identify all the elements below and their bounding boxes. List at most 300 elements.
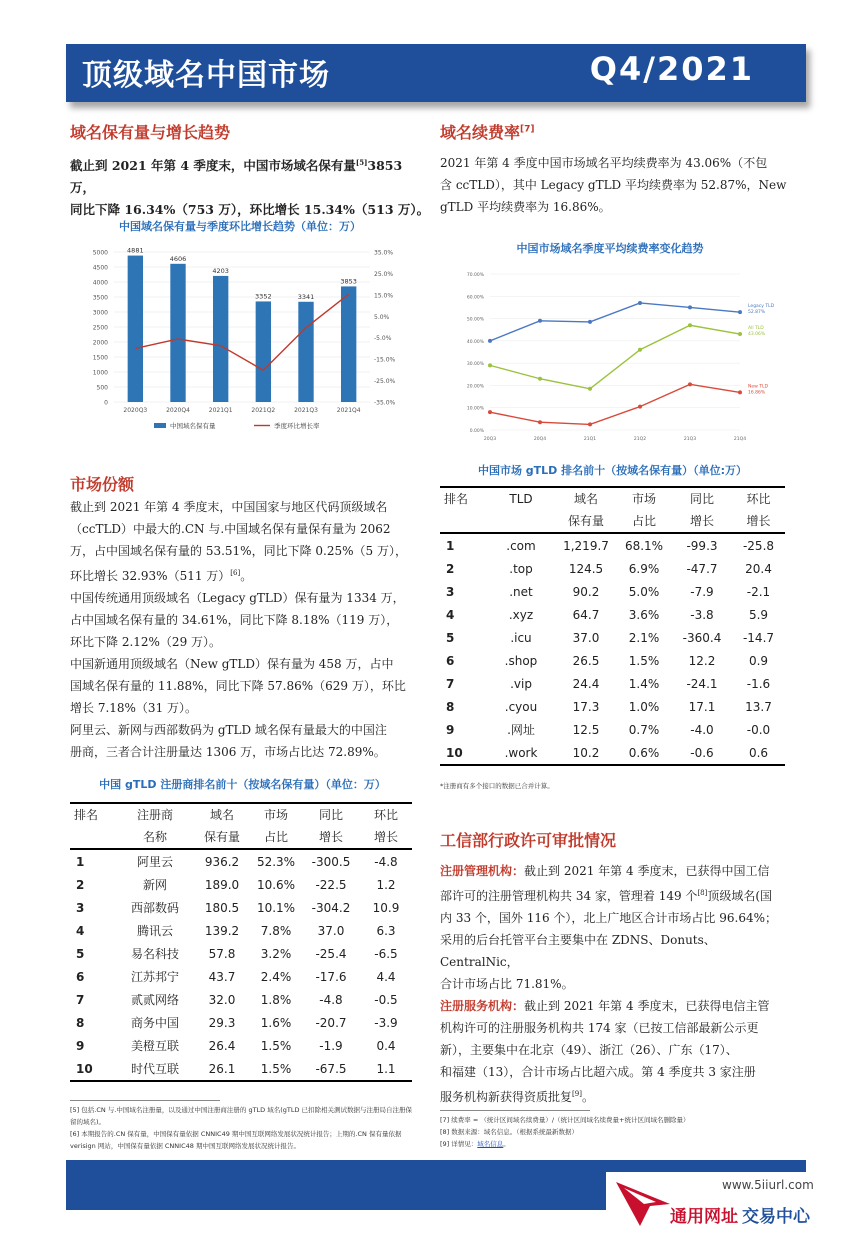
tld-table-cell: -4.0	[690, 722, 714, 737]
registrar-table-cell: 7	[76, 992, 85, 1007]
tld-table-cell: 5.9	[748, 607, 769, 622]
tld-col-tld-label: TLD	[509, 492, 533, 506]
y-tick-label: 5000	[92, 249, 108, 257]
series-point	[688, 323, 692, 327]
ms-p4-line2: 册商，三者合计注册量达 1306 万，市场占比达 72.89%。	[70, 745, 386, 759]
tld-table-row	[440, 695, 785, 718]
y-tick-label: 10.00%	[466, 406, 484, 412]
tld-col-share-label-1: 市场	[631, 492, 656, 506]
holdings-chart-title: 中国域名保有量与季度环比增长趋势（单位：万）	[119, 220, 361, 233]
registrar-table-cell: 26.1	[194, 1057, 250, 1081]
series-point	[538, 420, 542, 424]
registrar-table-cell: 4	[76, 923, 85, 938]
tld-table-row	[440, 603, 785, 626]
ms-p1-end: 。	[240, 569, 253, 583]
registrar-table-cell: -17.6	[315, 969, 347, 984]
tld-col-holdings	[556, 487, 616, 533]
tld-table-cell: 0.6	[732, 741, 785, 765]
tld-table-cell: 5	[446, 630, 455, 645]
tld-table-cell: 0.7%	[628, 722, 660, 737]
registrar-table-cell: -20.7	[315, 1015, 347, 1030]
series-point	[588, 387, 592, 391]
header-banner	[66, 44, 806, 102]
renewal-chart	[440, 262, 785, 452]
tld-table-cell: .icu	[510, 630, 532, 645]
series-point	[488, 339, 492, 343]
miit-p1-line5: 合计市场占比 71.81%。	[440, 977, 574, 991]
tld-col-holdings-label-1: 域名	[573, 492, 598, 506]
registrar-table-cell: 2.4%	[260, 969, 292, 984]
registrar-table-cell: 1.5%	[260, 1038, 292, 1053]
tld-table-cell: 90.2	[572, 584, 600, 599]
col-holdings-label-2: 保有量	[203, 830, 240, 844]
miit-p1-label: 注册管理机构：	[440, 864, 525, 878]
series-point	[738, 332, 742, 336]
tld-table-row	[440, 580, 785, 603]
y-tick-label: 70.00%	[466, 273, 484, 278]
registrar-table-cell: -3.9	[374, 1015, 398, 1030]
registrar-table-cell: 江苏邦宁	[130, 970, 179, 984]
holdings-summary	[70, 152, 430, 221]
registrar-table-row	[70, 1057, 412, 1081]
registrar-table-row	[70, 849, 412, 873]
miit-p2-line5	[440, 1083, 790, 1108]
miit-text	[440, 860, 790, 1108]
y-tick-label: 4000	[92, 279, 108, 287]
bar	[213, 276, 228, 402]
tld-table-cell: 1.0%	[628, 699, 660, 714]
y2-tick-label: -5.0%	[374, 335, 392, 343]
tld-table-cell: 7	[446, 676, 455, 691]
miit-p2-line5-text: 服务机构新获得资质批复	[440, 1090, 573, 1104]
tld-table-row	[440, 649, 785, 672]
series-point	[638, 405, 642, 409]
registrar-table-cell: 10.9	[372, 900, 400, 915]
series-point	[588, 422, 592, 426]
tld-table-cell: .work	[486, 741, 556, 765]
holdings-summary-line1b: 3853 万，	[70, 158, 403, 196]
registrar-table-cell: 1.8%	[260, 992, 292, 1007]
miit-p1-line2	[440, 882, 790, 907]
series-point	[638, 348, 642, 352]
tld-table-cell: .vip	[510, 676, 532, 691]
notes-left	[70, 1104, 415, 1152]
registrar-table-cell: 6.3	[376, 923, 396, 938]
legend-bar-label: 中国域名保有量	[170, 422, 216, 430]
tld-table-cell: -25.8	[742, 538, 775, 553]
x-tick-label: 21Q2	[633, 437, 647, 442]
miit-p1-line1	[440, 860, 790, 882]
registrar-table-cell: -25.4	[315, 946, 347, 961]
tld-table-cell: -7.9	[690, 584, 714, 599]
y-tick-label: 0.00%	[469, 429, 484, 434]
series-end-label-all: All TLD	[748, 326, 764, 332]
tld-table-cell: 8	[446, 699, 455, 714]
bar-value-label: 3853	[340, 277, 357, 286]
tld-table-cell: -47.7	[686, 561, 718, 576]
registrar-table-cell: 1.6%	[260, 1015, 292, 1030]
registrar-table-cell: 6	[76, 969, 85, 984]
y2-tick-label: 5.0%	[374, 313, 390, 321]
tld-table-cell: 10.2	[556, 741, 616, 765]
registrar-table-cell: 贰贰网络	[130, 993, 179, 1007]
section-title-market-share: 市场份额	[70, 475, 135, 494]
registrar-table-cell: 易名科技	[130, 947, 179, 961]
tld-table-cell: 26.5	[572, 653, 600, 668]
series-point	[688, 382, 692, 386]
tld-table-cell: .com	[506, 538, 536, 553]
footnote-ref-6: [6]	[230, 569, 241, 577]
registrar-table-cell: -304.2	[311, 900, 351, 915]
x-tick-label: 2021Q4	[336, 407, 361, 414]
renewal-text	[440, 152, 790, 218]
col-qoq-label-2: 增长	[373, 830, 398, 844]
tld-table-cell: -99.3	[686, 538, 718, 553]
renewal-chart-title: 中国市场域名季度平均续费率变化趋势	[516, 242, 704, 255]
registrar-table-cell: 1.1	[360, 1057, 412, 1081]
series-point	[738, 310, 742, 314]
tld-table-cell: 2	[446, 561, 455, 576]
tld-table-cell: 6.9%	[628, 561, 660, 576]
series-end-value-new: 16.86%	[748, 390, 766, 396]
y-tick-label: 500	[96, 384, 108, 392]
tld-table-cell: -1.6	[746, 676, 771, 691]
registrar-table-cell: 5	[76, 946, 85, 961]
tld-table-cell: 17.1	[688, 699, 716, 714]
tld-table-row	[440, 533, 785, 557]
y2-tick-label: 35.0%	[374, 249, 394, 257]
col-share-label-1: 市场	[263, 808, 288, 822]
registrar-table-cell: 4.4	[376, 969, 396, 984]
registrar-table-cell: 2	[76, 877, 85, 892]
registrar-table-cell: 西部数码	[130, 901, 179, 915]
tld-col-qoq-label-1: 环比	[746, 492, 771, 506]
series-end-label-new: New TLD	[748, 384, 768, 390]
bar	[298, 302, 313, 402]
notes-separator-right	[440, 1110, 590, 1111]
miit-p1-line1-text: 截止到 2021 年第 4 季度末，已获得中国工信	[524, 864, 770, 878]
tld-table-cell: 3	[446, 584, 455, 599]
miit-p2-line1	[440, 995, 790, 1017]
tld-table-cell: .cyou	[504, 699, 538, 714]
ms-p1-line3: 万，占中国域名保有量的 53.51%，同比下降 0.25%（5 万），	[70, 544, 407, 558]
series-end-value-legacy: 52.87%	[748, 310, 766, 316]
bar	[256, 301, 271, 402]
registrar-table-row	[70, 873, 412, 896]
y2-tick-label: 25.0%	[374, 270, 394, 278]
note-9-end: 。	[503, 1140, 510, 1148]
registrar-table-cell: -300.5	[311, 854, 351, 869]
tld-col-holdings-label-2: 保有量	[567, 514, 604, 528]
y-tick-label: 1000	[92, 369, 108, 377]
holdings-summary-line1: 截止到 2021 年第 4 季度末，中国市场域名保有量	[70, 158, 356, 174]
tld-table-cell: .net	[509, 584, 533, 599]
x-tick-label: 2021Q1	[208, 407, 233, 414]
tld-table-cell: 124.5	[568, 561, 604, 576]
tld-table-footnote: *注册商有多个接口的数据已合并计算。	[440, 782, 554, 790]
y-tick-label: 30.00%	[466, 362, 484, 368]
renewal-title-text: 域名续费率	[440, 123, 521, 142]
footnote-ref-7: [7]	[520, 124, 535, 135]
miit-p2-line4: 和福建（13），合计市场占比超六成。第 4 季度共 3 家注册	[440, 1065, 756, 1079]
registrar-table-cell: 0.4	[376, 1038, 396, 1053]
section-title-miit: 工信部行政许可审批情况	[440, 831, 617, 850]
tld-table-cell: 1	[446, 538, 455, 553]
tld-col-tld	[486, 487, 556, 533]
tld-table-cell: 1.5%	[628, 653, 660, 668]
tld-table-title: 中国市场 gTLD 排名前十（按域名保有量）（单位:万）	[477, 464, 748, 477]
tld-table-row	[440, 718, 785, 741]
tld-col-qoq	[732, 487, 785, 533]
tld-table-cell: -3.8	[690, 607, 714, 622]
registrar-table-title: 中国 gTLD 注册商排名前十（按域名保有量）（单位：万）	[99, 778, 386, 791]
tld-table-cell: -24.1	[686, 676, 718, 691]
tld-col-share	[616, 487, 672, 533]
tld-table-cell: 1,219.7	[563, 538, 609, 553]
col-yoy-label-2: 增长	[318, 830, 343, 844]
registrar-table-cell: 57.8	[208, 946, 236, 961]
x-tick-label: 2021Q2	[251, 407, 276, 414]
series-point	[738, 390, 742, 394]
registrar-table-cell: 3	[76, 900, 85, 915]
tld-table-cell: -2.1	[746, 584, 771, 599]
series-line	[490, 303, 740, 341]
registrar-table-cell: -22.5	[315, 877, 347, 892]
tld-table-cell: 1.4%	[628, 676, 660, 691]
registrar-table-cell: 10.6%	[256, 877, 296, 892]
series-end-label-legacy: Legacy TLD	[748, 304, 775, 310]
col-yoy-label-1: 同比	[318, 808, 343, 822]
registrar-table-cell: 时代互联	[116, 1057, 194, 1081]
registrar-table-cell: -0.5	[374, 992, 398, 1007]
miit-p1-line4: 采用的后台托管平台主要集中在 ZDNS、Donuts、CentralNic，	[440, 933, 716, 969]
section-title-renewal	[440, 120, 535, 143]
col-share-label-2: 占比	[263, 830, 288, 844]
y2-tick-label: -35.0%	[374, 399, 396, 407]
registrar-table-cell: -4.8	[374, 854, 398, 869]
domain-info-link[interactable]: 域名信息	[477, 1140, 504, 1148]
note-7: [7] 续费率 = （统计区间域名续费量）/（统计区间域名续费量+统计区间域名删除量）	[440, 1116, 690, 1124]
registrar-table-row	[70, 1011, 412, 1034]
registrar-table-cell: 29.3	[208, 1015, 236, 1030]
series-point	[588, 320, 592, 324]
registrar-table-cell: 139.2	[204, 923, 240, 938]
col-registrar	[116, 803, 194, 849]
tld-table-cell: 2.1%	[628, 630, 660, 645]
registrar-table-cell: 商务中国	[130, 1016, 179, 1030]
tld-col-rank	[440, 487, 486, 533]
y-tick-label: 50.00%	[466, 317, 484, 323]
registrar-table-cell: 936.2	[204, 854, 240, 869]
note-9	[440, 1138, 785, 1150]
registrar-table-cell: -67.5	[302, 1057, 360, 1081]
notes-separator-left	[70, 1100, 220, 1101]
tld-table-cell: 13.7	[745, 699, 772, 714]
registrar-table-cell: 1	[76, 854, 85, 869]
bar-value-label: 4606	[169, 254, 187, 263]
miit-p1-line3: 内 33 个，国外 116 个），北上广地区合计市场占比 96.64%；	[440, 911, 778, 925]
tld-table-cell: 64.7	[572, 607, 600, 622]
x-tick-label: 21Q1	[583, 437, 597, 442]
registrar-table-cell: 180.5	[204, 900, 240, 915]
tld-table-cell: 68.1%	[624, 538, 664, 553]
col-qoq	[360, 803, 412, 849]
tld-table-cell: 0.6%	[616, 741, 672, 765]
registrar-table-row	[70, 988, 412, 1011]
ms-p3-line2: 国域名保有量的 11.88%，同比下降 57.86%（629 万），环比	[70, 679, 406, 693]
ms-p2-line2: 占中国域名保有量的 34.61%，同比下降 8.18%（119 万），	[70, 613, 399, 627]
legend-bar-swatch	[154, 423, 166, 428]
registrar-table-cell: -4.8	[319, 992, 343, 1007]
registrar-table-row	[70, 896, 412, 919]
y-tick-label: 20.00%	[466, 384, 484, 390]
x-tick-label: 2020Q3	[123, 407, 148, 414]
renewal-text-line1: 2021 年第 4 季度中国市场域名平均续费率为 43.06%（不包	[440, 156, 768, 170]
ms-p1-line2: （ccTLD）中最大的.CN 与.中国域名保有量保有量为 2062	[70, 522, 391, 536]
holdings-summary-line2: 同比下降 16.34%（753 万），环比增长 15.34%（513 万）。	[70, 202, 430, 218]
y-tick-label: 4500	[92, 264, 108, 272]
miit-p2-line2: 机构许可的注册服务机构共 174 家（已按工信部最新公示更	[440, 1021, 759, 1035]
y2-tick-label: -25.0%	[374, 378, 396, 386]
tld-table-cell: 5.0%	[628, 584, 660, 599]
series-point	[538, 377, 542, 381]
miit-p1-line2b: 顶级域名(国	[707, 889, 773, 903]
col-share	[250, 803, 302, 849]
footer-brand-a: 通用网址	[670, 1207, 738, 1227]
tld-table-cell: 17.3	[572, 699, 600, 714]
series-line	[490, 325, 740, 389]
x-tick-label: 21Q3	[683, 437, 697, 442]
growth-rate-line	[135, 294, 348, 370]
tld-table-header-row	[440, 487, 785, 533]
tld-table-cell: 10	[440, 741, 486, 765]
col-qoq-label-1: 环比	[373, 808, 398, 822]
y-tick-label: 3000	[92, 309, 108, 317]
ms-p2-line1: 中国传统通用顶级域名（Legacy gTLD）保有量为 1334 万，	[70, 591, 405, 605]
miit-p2-label: 注册服务机构：	[440, 999, 525, 1013]
tld-table-cell: .网址	[507, 723, 535, 737]
tld-col-rank-label: 排名	[444, 492, 469, 506]
x-tick-label: 2020Q4	[166, 407, 190, 414]
y-tick-label: 40.00%	[466, 339, 484, 345]
series-point	[488, 363, 492, 367]
registrar-table-cell: 1.2	[376, 877, 396, 892]
col-holdings	[194, 803, 250, 849]
miit-p2-line1-text: 截止到 2021 年第 4 季度末，已获得电信主管	[524, 999, 770, 1013]
col-registrar-label-1: 注册商	[136, 808, 173, 822]
note-5: [5] 包括.CN 与.中国域名注册量，以及通过中国注册商注册的 gTLD 域名(gTLD 已扣除相关测试数据与注册局自注册保留的域名)。	[70, 1106, 413, 1126]
tld-col-yoy	[672, 487, 732, 533]
registrar-table-cell: 美橙互联	[130, 1039, 179, 1053]
bar-value-label: 4881	[127, 246, 144, 255]
x-tick-label: 21Q4	[733, 437, 747, 442]
footer-brand	[670, 1202, 810, 1227]
tld-table-cell: -14.7	[742, 630, 775, 645]
tld-table-cell: 6	[446, 653, 455, 668]
footnote-ref-8: [8]	[697, 889, 708, 897]
note-9-prefix: [9] 详情见：	[440, 1140, 478, 1148]
registrar-table-cell: 189.0	[204, 877, 240, 892]
registrar-table-cell: 37.0	[317, 923, 345, 938]
tld-table-cell: -360.4	[682, 630, 722, 645]
y-tick-label: 2000	[92, 339, 108, 347]
registrar-table-cell: -1.9	[319, 1038, 343, 1053]
registrar-table-row	[70, 965, 412, 988]
registrar-table-cell: 32.0	[208, 992, 236, 1007]
registrar-table	[70, 802, 412, 1082]
ms-p3-line3: 增长 7.18%（31 万）。	[70, 701, 198, 715]
holdings-chart	[70, 240, 415, 440]
registrar-table-cell: 52.3%	[256, 854, 296, 869]
page-title: 顶级域名中国市场	[82, 58, 330, 93]
ms-p4-line1: 阿里云、新网与西部数码为 gTLD 域名保有量最大的中国注	[70, 723, 387, 737]
series-point	[688, 305, 692, 309]
series-point	[538, 319, 542, 323]
y2-tick-label: 15.0%	[374, 292, 394, 300]
registrar-table-cell: 7.8%	[260, 923, 292, 938]
tld-col-yoy-label-2: 增长	[689, 514, 714, 528]
tld-table-row	[440, 672, 785, 695]
tld-table	[440, 486, 785, 766]
registrar-table-cell: 10	[70, 1057, 116, 1081]
miit-p1-line2-text: 部许可的注册管理机构共 34 家，管理着 149 个	[440, 889, 698, 903]
registrar-table-cell: 3.2%	[260, 946, 292, 961]
section-title-holdings: 域名保有量与增长趋势	[70, 123, 231, 142]
series-line	[490, 384, 740, 424]
footnote-ref-9: [9]	[572, 1090, 582, 1098]
footer-url: www.5iiurl.com	[722, 1178, 814, 1192]
x-tick-label: 2021Q3	[294, 407, 318, 414]
report-period: Q4/2021	[589, 50, 754, 88]
tld-table-cell: 4	[446, 607, 455, 622]
bar-value-label: 3341	[297, 292, 315, 301]
registrar-table-cell: 阿里云	[136, 855, 173, 869]
tld-table-cell: .shop	[504, 653, 538, 668]
renewal-text-line3: gTLD 平均续费率为 16.86%。	[440, 200, 611, 214]
registrar-table-row	[70, 942, 412, 965]
renewal-text-line2: 含 ccTLD），其中 Legacy gTLD 平均续费率为 52.87%，New	[440, 178, 787, 192]
miit-p2-end: 。	[581, 1090, 594, 1104]
y-tick-label: 0	[104, 399, 108, 407]
miit-p2-line3: 新），主要集中在北京（49）、浙江（26）、广东（17）、	[440, 1043, 738, 1057]
ms-p1-line4-text: 环比增长 32.93%（511 万）	[70, 569, 231, 583]
tld-table-cell: .xyz	[508, 607, 534, 622]
tld-col-qoq-label-2: 增长	[746, 514, 771, 528]
y-tick-label: 60.00%	[466, 295, 484, 301]
tld-col-yoy-label-1: 同比	[689, 492, 714, 506]
series-end-value-all: 43.06%	[748, 332, 766, 338]
tld-table-row	[440, 557, 785, 580]
registrar-table-cell: 新网	[142, 878, 167, 892]
footnote-ref-5: [5]	[355, 158, 368, 167]
footer-logo	[606, 1172, 858, 1232]
registrar-table-cell: 43.7	[208, 969, 236, 984]
ms-p3-line1: 中国新通用顶级域名（New gTLD）保有量为 458 万，占中	[70, 657, 394, 671]
note-8: [8] 数据来源：域名信息。（根据系统最新数据）	[440, 1128, 579, 1136]
x-tick-label: 20Q4	[533, 437, 547, 442]
tld-table-cell: 3.6%	[628, 607, 660, 622]
bar-value-label: 3352	[255, 292, 272, 301]
series-point	[638, 301, 642, 305]
col-rank-label: 排名	[74, 808, 99, 822]
registrar-table-cell: 8	[76, 1015, 85, 1030]
registrar-table-cell: -6.5	[374, 946, 398, 961]
tld-table-cell: -0.6	[672, 741, 732, 765]
tld-table-cell: 12.5	[572, 722, 600, 737]
tld-table-cell: 20.4	[745, 561, 772, 576]
ms-p1-line4	[70, 562, 420, 587]
tld-col-share-label-2: 占比	[631, 514, 656, 528]
